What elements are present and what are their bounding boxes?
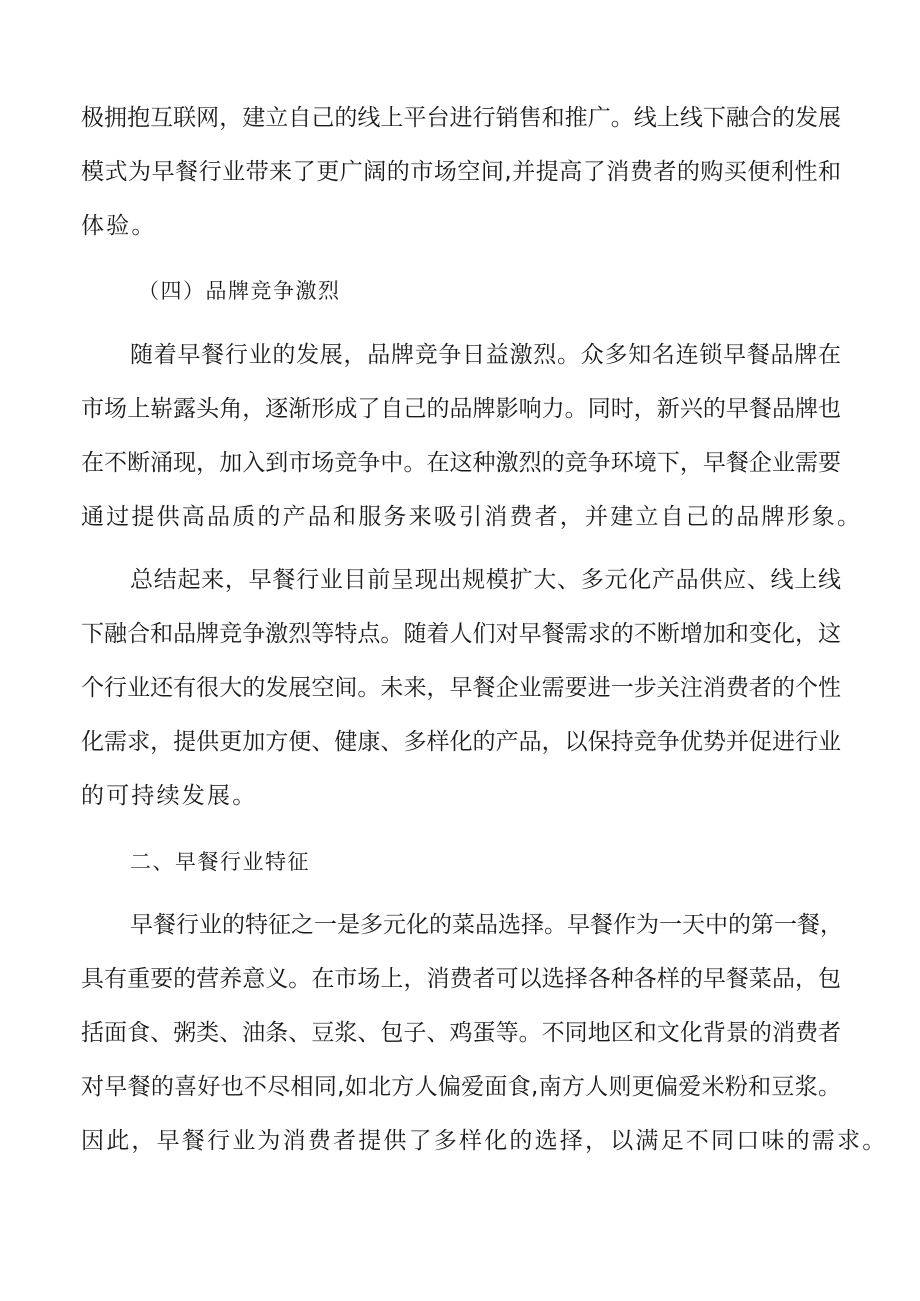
paragraph-line: 括面食、粥类、油条、豆浆、包子、鸡蛋等。不同地区和文化背景的消费者 [81,1020,841,1046]
paragraph-line: 通过提供高品质的产品和服务来吸引消费者，并建立自己的品牌形象。 [81,504,863,530]
paragraph-line: 市场上崭露头角，逐渐形成了自己的品牌影响力。同时，新兴的早餐品牌也 [81,396,841,422]
section-heading: 二、早餐行业特征 [130,850,310,874]
paragraph-line: 模式为早餐行业带来了更广阔的市场空间,并提高了消费者的购买便利性和 [81,159,841,185]
paragraph-line: 下融合和品牌竞争激烈等特点。随着人们对早餐需求的不断增加和变化，这 [81,621,841,647]
paragraph-line: 体验。 [81,213,157,239]
paragraph-line: 的可持续发展。 [81,783,258,809]
paragraph-line: 具有重要的营养意义。在市场上，消费者可以选择各种各样的早餐菜品，包 [81,966,841,992]
paragraph-line: 总结起来，早餐行业目前呈现出规模扩大、多元化产品供应、线上线 [130,567,841,593]
section-heading: （四）品牌竞争激烈 [138,279,341,303]
paragraph-line: 早餐行业的特征之一是多元化的菜品选择。早餐作为一天中的第一餐， [130,912,843,938]
paragraph-line: 在不断涌现，加入到市场竞争中。在这种激烈的竞争环境下，早餐企业需要 [81,450,841,476]
paragraph-line: 随着早餐行业的发展，品牌竞争日益激烈。众多知名连锁早餐品牌在 [130,342,841,368]
paragraph-line: 因此，早餐行业为消费者提供了多样化的选择，以满足不同口味的需求。 [81,1128,888,1154]
paragraph-line: 对早餐的喜好也不尽相同,如北方人偏爱面食,南方人则更偏爱米粉和豆浆。 [81,1074,841,1100]
paragraph-line: 化需求，提供更加方便、健康、多样化的产品，以保持竞争优势并促进行业 [81,729,841,755]
paragraph-line: 极拥抱互联网，建立自己的线上平台进行销售和推广。线上线下融合的发展 [81,105,841,131]
paragraph-line: 个行业还有很大的发展空间。未来，早餐企业需要进一步关注消费者的个性 [81,675,841,701]
